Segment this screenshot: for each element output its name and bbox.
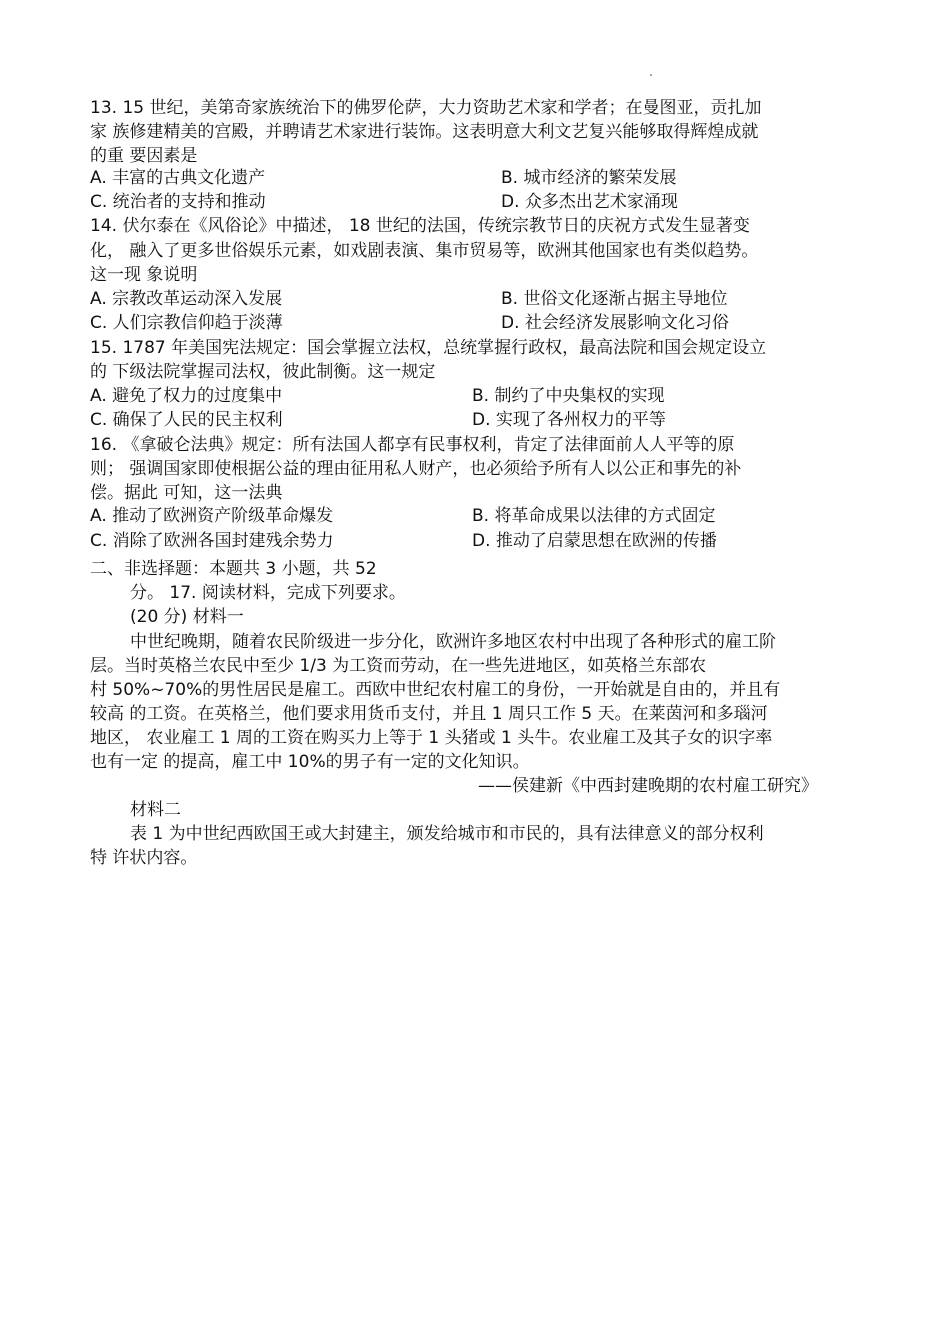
q13-stem-line3: 的重 要因素是 xyxy=(90,146,198,166)
material1-line4: 较高 的工资。在英格兰，他们要求用货币支付，并且 1 周只工作 5 天。在莱茵河和多瑙河 xyxy=(90,704,768,724)
q13-option-c: C. 统治者的支持和推动 xyxy=(90,192,266,212)
section2-heading-line1: 二、非选择题：本题共 3 小题，共 52 xyxy=(90,559,377,579)
material2-line2: 特 许状内容。 xyxy=(90,848,198,868)
material2-title: 材料二 xyxy=(130,800,181,820)
q15-option-c: C. 确保了人民的民主权利 xyxy=(90,410,283,430)
material1-line6: 也有一定 的提高，雇工中 10%的男子有一定的文化知识。 xyxy=(90,752,530,772)
q16-stem-line2: 则； 强调国家即使根据公益的理由征用私人财产，也必须给予所有人以公正和事先的补 xyxy=(90,459,742,479)
material1-line2: 层。当时英格兰农民中至少 1/3 为工资而劳动，在一些先进地区，如英格兰东部农 xyxy=(90,656,707,676)
q16-option-b: B. 将革命成果以法律的方式固定 xyxy=(472,506,716,526)
q13-option-b: B. 城市经济的繁荣发展 xyxy=(501,168,677,188)
q14-option-c: C. 人们宗教信仰趋于淡薄 xyxy=(90,313,283,333)
material1-line1: 中世纪晚期，随着农民阶级进一步分化，欧洲许多地区农村中出现了各种形式的雇工阶 xyxy=(130,632,776,652)
q16-option-c: C. 消除了欧洲各国封建残余势力 xyxy=(90,531,334,551)
q15-stem-line1: 15. 1787 年美国宪法规定：国会掌握立法权，总统掌握行政权，最高法院和国会规定设立 xyxy=(90,338,767,358)
material1-line3: 村 50%~70%的男性居民是雇工。西欧中世纪农村雇工的身份，一开始就是自由的，并且有 xyxy=(90,680,781,700)
section2-heading-line3: (20 分) 材料一 xyxy=(130,607,244,627)
section2-heading-line2: 分。 17. 阅读材料，完成下列要求。 xyxy=(130,583,406,603)
q14-option-a: A. 宗教改革运动深入发展 xyxy=(90,289,283,309)
q13-stem-line1: 13. 15 世纪，美第奇家族统治下的佛罗伦萨，大力资助艺术家和学者；在曼图亚，贡扎加 xyxy=(90,98,762,118)
q15-stem-line2: 的 下级法院掌握司法权，彼此制衡。这一规定 xyxy=(90,362,436,382)
q14-stem-line1: 14. 伏尔泰在《风俗论》中描述， 18 世纪的法国，传统宗教节日的庆祝方式发生显著变 xyxy=(90,216,750,236)
material2-line1: 表 1 为中世纪西欧国王或大封建主，颁发给城市和市民的，具有法律意义的部分权利 xyxy=(130,824,764,844)
q16-option-a: A. 推动了欧洲资产阶级革命爆发 xyxy=(90,506,334,526)
q14-option-d: D. 社会经济发展影响文化习俗 xyxy=(501,313,729,333)
q14-stem-line2: 化， 融入了更多世俗娱乐元素，如戏剧表演、集市贸易等，欧洲其他国家也有类似趋势。 xyxy=(90,241,759,261)
q16-stem-line1: 16. 《拿破仑法典》规定：所有法国人都享有民事权利，肯定了法律面前人人平等的原 xyxy=(90,435,735,455)
q15-option-d: D. 实现了各州权力的平等 xyxy=(472,410,666,430)
q14-option-b: B. 世俗文化逐渐占据主导地位 xyxy=(501,289,728,309)
q13-option-d: D. 众多杰出艺术家涌现 xyxy=(501,192,678,212)
q14-stem-line3: 这一现 象说明 xyxy=(90,265,198,285)
scan-dot xyxy=(650,74,652,76)
material1-source: ——侯建新《中西封建晚期的农村雇工研究》 xyxy=(478,776,818,796)
q13-stem-line2: 家 族修建精美的宫殿，并聘请艺术家进行装饰。这表明意大利文艺复兴能够取得辉煌成就 xyxy=(90,122,759,142)
q16-option-d: D. 推动了启蒙思想在欧洲的传播 xyxy=(472,531,717,551)
q15-option-a: A. 避免了权力的过度集中 xyxy=(90,386,283,406)
q13-option-a: A. 丰富的古典文化遗产 xyxy=(90,168,266,188)
q16-stem-line3: 偿。据此 可知，这一法典 xyxy=(90,483,283,503)
material1-line5: 地区， 农业雇工 1 周的工资在购买力上等于 1 头猪或 1 头牛。农业雇工及其子女的识字率 xyxy=(90,728,773,748)
q15-option-b: B. 制约了中央集权的实现 xyxy=(472,386,665,406)
